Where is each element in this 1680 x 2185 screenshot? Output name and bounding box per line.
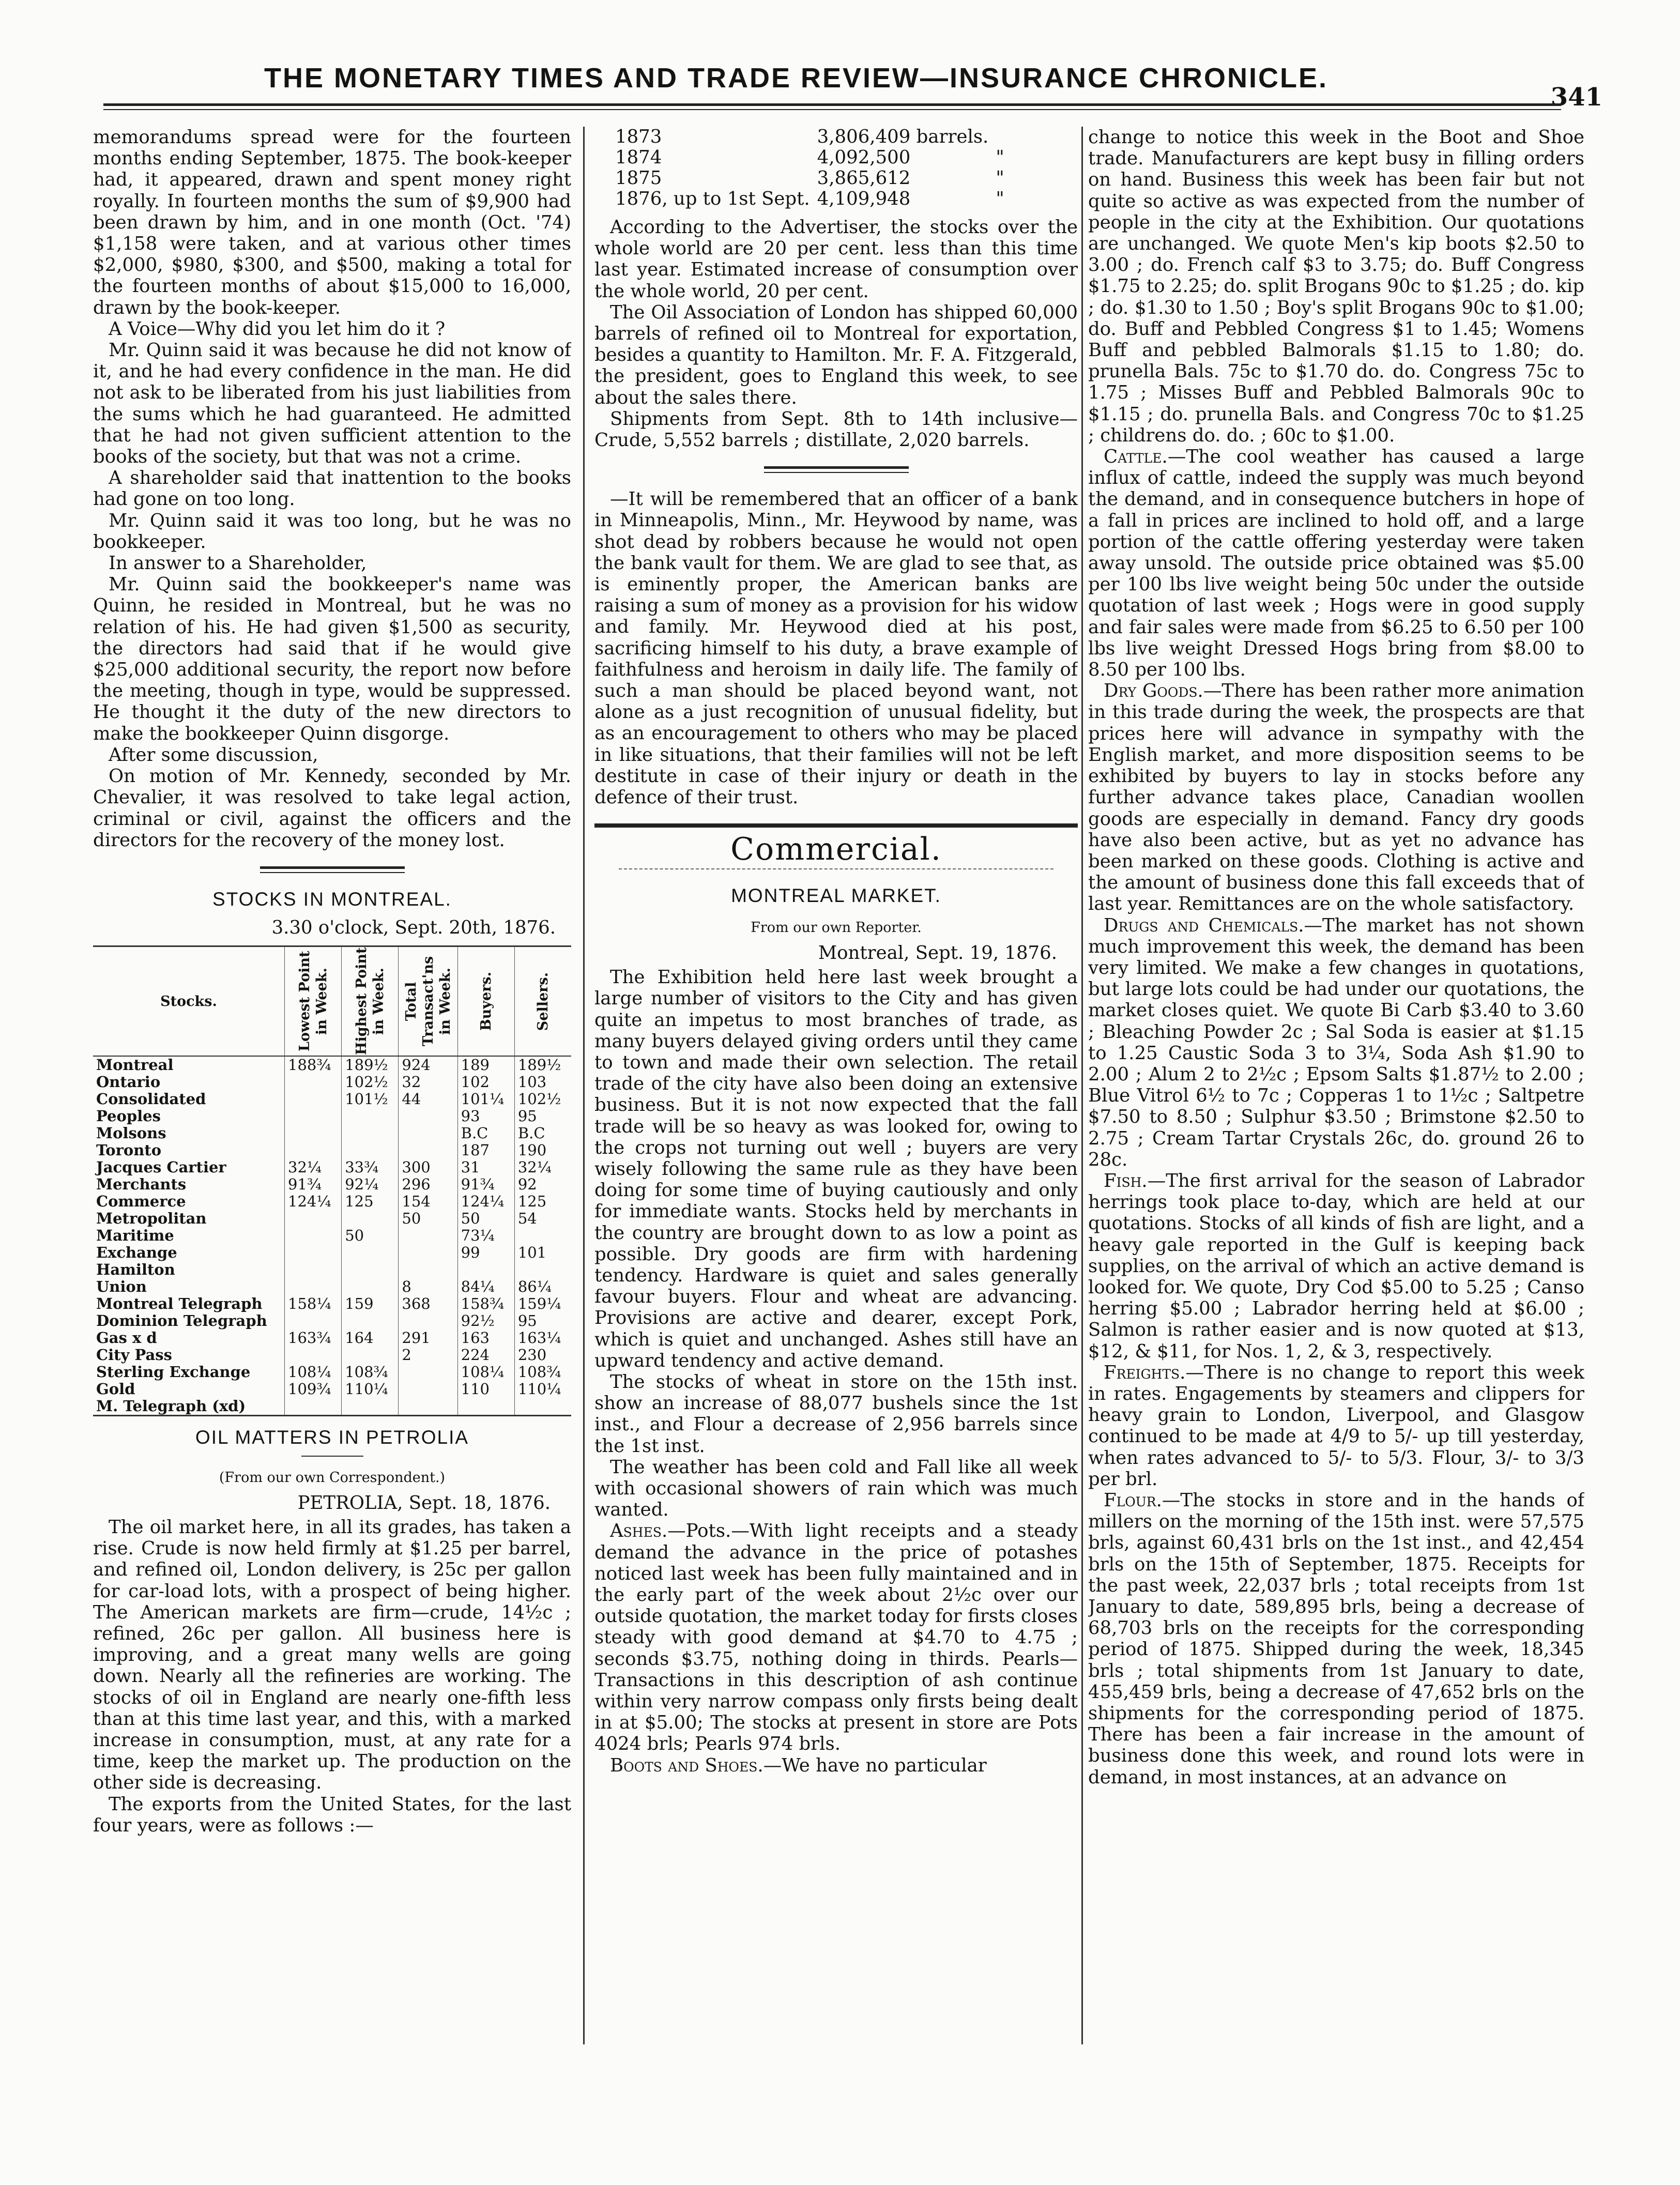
paragraph: The Exhibition held here last week brought a large number of visitors to the City and has given quite an impetus to most branches of trade, as many buyers delayed giving orders until they came to town and made their own selection. The retail trade of the city have also been doing an extensive business. But it is not now expected that the fall trade will be so heavy as was looked for, owing to the crops not turning out well ; buyers are very wisely following the same rule as they have been doing for some time of buying cautiously and only for immediate wants. Stocks held by merchants in the country are brought down to as low a point as possible. Dry goods are firm with hardening tendency. Hardware is quiet and sales generally favour buyers. Flour and wheat are advancing. Provisions are active and dearer, except Pork, which is quiet and unchanged. Ashes still have an upward tendency and active demand. xyxy=(594,967,1078,1371)
stock-value-cell: 92¼ xyxy=(342,1176,399,1193)
table-row xyxy=(93,1261,571,1278)
paragraph: Ashes.—Pots.—With light receipts and a steady demand the advance in the price of potashes noticed last week has been fully maintained and in the early part of the week about 2½c over our outside quotation, the market today for firsts closes steady with good demand at $4.70 to 4.75 ; seconds $3.75, nothing doing in thirds. Pearls—Transactions in this description of ash continue within very narrow compass only firsts being dealt in at $5.00; The stocks at present in store are Pots 4024 brls; Pearls 974 brls. xyxy=(594,1520,1078,1755)
table-row xyxy=(93,1244,571,1261)
stock-value-cell: 8 xyxy=(399,1278,457,1295)
stock-value-cell: 95 xyxy=(514,1108,571,1125)
section-label: Dry Goods. xyxy=(1104,680,1203,702)
table-row xyxy=(93,1227,571,1244)
table-row xyxy=(93,1295,571,1312)
stock-value-cell: 110 xyxy=(457,1381,514,1398)
exports-table xyxy=(615,127,1012,209)
stocks-table-body xyxy=(93,1056,571,1416)
page-number: 341 xyxy=(1550,83,1602,112)
paragraph: Boots and Shoes.—We have no particular xyxy=(610,1754,987,1776)
stock-value-cell xyxy=(342,1125,399,1142)
stock-name-cell: Molsons xyxy=(96,1124,166,1142)
stock-value-cell: 109¾ xyxy=(285,1381,342,1398)
stock-value-cell: 32¼ xyxy=(514,1159,571,1176)
stock-value-cell: 159 xyxy=(342,1295,399,1312)
table-row xyxy=(93,1056,571,1074)
stock-value-cell: 101½ xyxy=(342,1091,399,1108)
stock-value-cell: 224 xyxy=(457,1347,514,1364)
oil-source: (From our own Correspondent.) xyxy=(219,1469,446,1486)
stock-name-cell: Toronto xyxy=(96,1141,162,1159)
commercial-heading: Commercial. xyxy=(730,831,942,868)
stock-name-cell: Gold xyxy=(96,1380,135,1398)
stock-name-cell: Consolidated xyxy=(96,1090,206,1108)
stock-value-cell xyxy=(342,1142,399,1159)
stock-value-cell: 102 xyxy=(457,1074,514,1091)
stock-value-cell: 31 xyxy=(457,1159,514,1176)
stock-value-cell: 73¼ xyxy=(457,1227,514,1244)
stock-name-cell: Exchange xyxy=(96,1244,177,1262)
short-rule xyxy=(301,1456,363,1457)
header-rule xyxy=(103,103,1561,110)
market-dateline: Montreal, Sept. 19, 1876. xyxy=(818,942,1057,964)
stock-value-cell: 189½ xyxy=(514,1056,571,1074)
table-row xyxy=(93,1074,571,1091)
stock-value-cell xyxy=(342,1261,399,1278)
section-rule xyxy=(260,866,405,873)
oil-dateline: PETROLIA, Sept. 18, 1876. xyxy=(297,1492,551,1514)
stock-value-cell: 296 xyxy=(399,1176,457,1193)
stock-value-cell: 50 xyxy=(342,1227,399,1244)
stock-value-cell: 189½ xyxy=(342,1056,399,1074)
stock-value-cell: 50 xyxy=(457,1210,514,1227)
stock-name-cell: Gas x d xyxy=(96,1329,157,1347)
paragraph: change to notice this week in the Boot and Shoe trade. Manufacturers are kept busy in filling orders on hand. Business this week has been fair but not quite so active as was expected from the number of people in the city at the Exhibition. Our quotations are unchanged. We quote Men's kip boots $2.50 to 3.00 ; do. French calf $3 to 3.75; do. Buff Congress $1.75 to 2.25; do. split Brogans 90c to $1.25 ; do. kip ; do. $1.30 to 1.50 ; Boy's split Brogans 90c to $1.00; do. Buff and Pebbled Congress $1 to 1.45; Womens Buff and pebbled Balmorals $1.15 to 1.80; do. prunella Bals. 75c to $1.70 do. do. Congress 75c to 1.75 ; Misses Buff and Pebbled Balmorals 90c to $1.15 ; do. prunella Bals. and Congress 70c to $1.25 ; childrens do. do. ; 60c to $1.00. xyxy=(1088,127,1584,446)
column-3 xyxy=(1088,127,1584,2044)
stock-value-cell xyxy=(342,1312,399,1330)
stock-value-cell: 2 xyxy=(399,1347,457,1364)
paragraph: Freights.—There is no change to report this week in rates. Engagements by steamers and clippers for heavy grain to London, Liverpool, and Glasgow continued to be made at 4/9 to 5/- up till yesterday, when rates advanced to 5/- to 5/3. Flour, 3/- to 3/3 per brl. xyxy=(1088,1362,1584,1490)
stock-value-cell: 54 xyxy=(514,1210,571,1227)
section-rule xyxy=(764,466,909,473)
paragraph: Cattle.—The cool weather has caused a large influx of cattle, indeed the supply was much beyond the demand, and in consequence butchers in hope of a fall in prices are inclined to hold off, and a large portion of the cattle offering yesterday were taken away unsold. The outside price obtained was $5.00 per 100 lbs live weight being 50c under the outside quotation of last week ; Hogs were in good supply and fair sales were made from $6.25 to 6.50 per 100 lbs live weight Dressed Hogs bring from $8.00 to 8.50 per 100 lbs. xyxy=(1088,446,1584,681)
stock-name-cell: Dominion Telegraph xyxy=(96,1312,267,1330)
stocks-header-cell: Highest Point in Week. xyxy=(342,946,399,1057)
section-label: Freights. xyxy=(1104,1362,1186,1383)
stock-value-cell xyxy=(342,1398,399,1416)
stock-value-cell: 103 xyxy=(514,1074,571,1091)
stock-value-cell: 159¼ xyxy=(514,1295,571,1312)
column-2 xyxy=(594,127,1078,2044)
stock-value-cell: 101 xyxy=(514,1244,571,1261)
table-row xyxy=(93,1108,571,1125)
stock-value-cell: 108¾ xyxy=(514,1364,571,1381)
paragraph: A Voice—Why did you let him do it ? xyxy=(109,318,446,340)
stock-name-cell: City Pass xyxy=(96,1346,172,1364)
stock-value-cell xyxy=(285,1210,342,1227)
stock-name-cell: Ontario xyxy=(96,1073,161,1091)
stock-name-cell: Metropolitan xyxy=(96,1210,207,1228)
stock-value-cell: 164 xyxy=(342,1330,399,1347)
table-row xyxy=(93,1210,571,1227)
paragraph: Drugs and Chemicals.—The market has not shown much improvement this week, the demand has been very limited. We make a few changes in quotations, but large lots could be had under our quotations, the market closes quiet. We quote Bi Carb $3.40 to 3.60 ; Bleaching Powder 2c ; Sal Soda is easier at $1.15 to 1.25 Caustic Soda 3 to 3¼, Soda Ash $1.90 to 2.00 ; Alum 2 to 2½c ; Epsom Salts $1.87½ to 2.00 ; Blue Vitrol 6½ to 7c ; Copperas 1 to 1½c ; Saltpetre $7.50 to 8.50 ; Sulphur $3.50 ; Brimstone $2.50 to 2.75 ; Cream Tartar Crystals 26c, do. ground 26 to 28c. xyxy=(1088,914,1584,1170)
stock-value-cell: 32 xyxy=(399,1074,457,1091)
stock-value-cell: 91¾ xyxy=(457,1176,514,1193)
stock-name-cell: Hamilton xyxy=(96,1261,175,1279)
stock-value-cell: 110¼ xyxy=(342,1381,399,1398)
stock-name-cell: Montreal xyxy=(96,1056,174,1074)
column-divider xyxy=(583,127,585,2044)
section-rule xyxy=(594,823,1078,828)
stock-value-cell: 108¾ xyxy=(342,1364,399,1381)
stocks-header-cell: Lowest Point in Week. xyxy=(285,946,342,1057)
stock-value-cell: 163 xyxy=(457,1330,514,1347)
stocks-header-cell: Stocks. xyxy=(93,946,285,1057)
paragraph: Mr. Quinn said the bookkeeper's name was Quinn, he resided in Montreal, but he was no relation of his. He had given $1,500 as security, the directors had said that if he would give $25,000 additional security, the report now before the meeting, though in type, would be suppressed. He thought it the duty of the new directors to make the bookkeeper Quinn disgorge. xyxy=(93,574,571,744)
stock-value-cell xyxy=(399,1312,457,1330)
table-row: 1876, up to 1st Sept. 4,109,948 " xyxy=(615,188,1004,209)
stock-value-cell xyxy=(285,1312,342,1330)
section-label: Boots and Shoes. xyxy=(610,1754,763,1776)
paragraph: Flour.—The stocks in store and in the hands of millers on the morning of the 15th inst. were 57,575 brls, against 60,431 brls on the 1st inst., and 42,454 brls on the 15th of September, 1875. Receipts for the past week, 22,037 brls ; total receipts from 1st January to date, 589,895 brls, being a decrease of 68,703 brls on the receipts for the corresponding period of 1875. Shipped during the week, 18,345 brls ; total shipments from 1st January to date, 455,459 brls, being a decrease of 47,652 brls on the shipments for the corresponding period of 1875. There has been a fair increase in the amount of business done this week, and round lots were in demand, in most instances, at an advance on xyxy=(1088,1490,1584,1788)
table-row xyxy=(93,1142,571,1159)
stock-value-cell: 190 xyxy=(514,1142,571,1159)
stock-name-cell: Maritime xyxy=(96,1227,174,1245)
section-label: Cattle. xyxy=(1104,446,1168,468)
stock-value-cell: 188¾ xyxy=(285,1056,342,1074)
stock-value-cell xyxy=(285,1278,342,1295)
stock-value-cell xyxy=(285,1142,342,1159)
stock-value-cell: 92½ xyxy=(457,1312,514,1330)
paragraph: Mr. Quinn said it was too long, but he was no bookkeeper. xyxy=(93,510,571,553)
stock-value-cell xyxy=(457,1261,514,1278)
stock-value-cell xyxy=(285,1398,342,1416)
stock-value-cell xyxy=(399,1381,457,1398)
stock-value-cell xyxy=(285,1347,342,1364)
stock-name-cell: Sterling Exchange xyxy=(96,1363,251,1381)
stock-value-cell xyxy=(342,1244,399,1261)
table-row xyxy=(93,1159,571,1176)
table-row xyxy=(93,1381,571,1398)
table-row: 1875 3,865,612 " xyxy=(615,167,1004,189)
stock-value-cell: 124¼ xyxy=(285,1193,342,1210)
table-row xyxy=(93,1347,571,1364)
dashed-rule xyxy=(619,868,1054,869)
oil-heading: OIL MATTERS IN PETROLIA xyxy=(195,1427,469,1448)
stock-value-cell: 187 xyxy=(457,1142,514,1159)
stock-value-cell: 158¼ xyxy=(285,1295,342,1312)
stock-value-cell xyxy=(399,1108,457,1125)
stock-value-cell: 163¼ xyxy=(514,1330,571,1347)
stock-value-cell: 125 xyxy=(514,1193,571,1210)
stock-value-cell: B.C xyxy=(514,1125,571,1142)
stock-value-cell: 95 xyxy=(514,1312,571,1330)
stock-name-cell: Commerce xyxy=(96,1193,186,1211)
stock-value-cell xyxy=(514,1261,571,1278)
column-1 xyxy=(93,127,571,2044)
stock-name-cell: Jacques Cartier xyxy=(96,1158,226,1176)
stocks-table xyxy=(93,945,571,1416)
stock-value-cell xyxy=(285,1125,342,1142)
stock-value-cell xyxy=(457,1398,514,1416)
paragraph: On motion of Mr. Kennedy, seconded by Mr. Chevalier, it was resolved to take legal action, criminal or civil, against the officers and the directors for the recovery of the money lost. xyxy=(93,766,571,851)
stock-value-cell: 91¾ xyxy=(285,1176,342,1193)
paragraph: Mr. Quinn said it was because he did not know of it, and he had every confidence in the man. He did not ask to be liberated from his just liabilities from the sums which he had guaranteed. He admitted that he had not given sufficient attention to the books of the society, but that was not a crime. xyxy=(93,340,571,468)
stock-value-cell: 110¼ xyxy=(514,1381,571,1398)
page-header xyxy=(93,62,1602,119)
paragraph: —It will be remembered that an officer of a bank in Minneapolis, Minn., Mr. Heywood by name, was shot dead by robbers because he would not open the bank vault for them. We are glad to see that, as is eminently proper, the American banks are raising a sum of money as a provision for his widow and family. Mr. Heywood died at his post, sacrificing himself to his duty, a brave example of faithfulness and heroism in daily life. The family of such a man should be placed beyond want, not alone as a just recognition of unusual fidelity, but as an encouragement to others who may be placed in like situations, that their families will not be left destitute in case of their injury or death in the defence of their trust. xyxy=(594,488,1078,808)
stocks-header-cell: Total Transact'ns in Week. xyxy=(399,946,457,1057)
stock-value-cell xyxy=(399,1364,457,1381)
stock-value-cell xyxy=(399,1125,457,1142)
stock-value-cell xyxy=(285,1108,342,1125)
stock-value-cell: 92 xyxy=(514,1176,571,1193)
stock-value-cell xyxy=(342,1210,399,1227)
stock-value-cell: 108¼ xyxy=(457,1364,514,1381)
stock-name-cell: M. Telegraph (xd) xyxy=(96,1397,246,1415)
stock-value-cell xyxy=(285,1227,342,1244)
stock-value-cell: 102½ xyxy=(514,1091,571,1108)
paragraph: memorandums spread were for the fourteen months ending September, 1875. The book-keeper had, it appeared, drawn and spent money right royally. In fourteen months the sum of $9,900 had been drawn by him, and in one month (Oct. '74) $1,158 were taken, and at various other times $2,000, $980, $300, and $500, making a total for the fourteen months of about $15,000 to 16,000, drawn by the book-keeper. xyxy=(93,127,571,318)
table-row xyxy=(93,1125,571,1142)
market-heading: MONTREAL MARKET. xyxy=(731,885,941,907)
stock-value-cell: 93 xyxy=(457,1108,514,1125)
stock-value-cell xyxy=(399,1142,457,1159)
stock-value-cell: 33¾ xyxy=(342,1159,399,1176)
table-row: 1874 4,092,500 " xyxy=(615,147,1004,168)
stock-value-cell: B.C xyxy=(457,1125,514,1142)
stock-value-cell: 291 xyxy=(399,1330,457,1347)
stocks-subhead: 3.30 o'clock, Sept. 20th, 1876. xyxy=(271,917,556,939)
paragraph: The stocks of wheat in store on the 15th inst. show an increase of 88,077 bushels since the 1st inst., and Flour a decrease of 2,956 barrels since the 1st inst. xyxy=(594,1371,1078,1457)
paragraph: The exports from the United States, for the last four years, were as follows :— xyxy=(93,1793,571,1836)
stock-value-cell: 163¾ xyxy=(285,1330,342,1347)
section-label: Flour. xyxy=(1104,1490,1162,1511)
stock-value-cell: 154 xyxy=(399,1193,457,1210)
stock-value-cell: 99 xyxy=(457,1244,514,1261)
reporter-credit: From our own Reporter. xyxy=(751,919,922,936)
paragraph: According to the Advertiser, the stocks over the whole world are 20 per cent. less than this time last year. Estimated increase of consumption over the whole world, 20 per cent. xyxy=(594,217,1078,302)
stock-value-cell xyxy=(514,1398,571,1416)
stock-value-cell xyxy=(342,1108,399,1125)
paragraph: Fish.—The first arrival for the season of Labrador herrings took place to-day, which are held at our quotations. Stocks of all kinds of fish are light, and a heavy gale reported in the Gulf is keeping back supplies, on the arrival of which an active demand is looked for. We quote, Dry Cod $5.00 to 5.25 ; Canso herring $5.00 ; Labrador herring held at $6.00 ; Salmon is rather easier and is now quoted at $13, $12, & $11, for Nos. 1, 2, & 3, respectively. xyxy=(1088,1170,1584,1362)
table-row xyxy=(93,1312,571,1330)
paragraph: The oil market here, in all its grades, has taken a rise. Crude is now held firmly at $1.25 per barrel, and refined oil, London delivery, is 25c per gallon for car-load lots, with a prospect of being higher. The American markets are firm—crude, 14½c ; refined, 26c per gallon. All business here is improving, and a great many wells are going down. Nearly all the refineries are working. The stocks of oil in England are nearly one-fifth less than at this time last year, and this, with a marked increase in consumption, must, at any rate for a time, keep the market up. The production on the other side is decreasing. xyxy=(93,1516,571,1794)
stock-name-cell: Union xyxy=(96,1278,147,1296)
stock-value-cell xyxy=(285,1244,342,1261)
stock-value-cell: 125 xyxy=(342,1193,399,1210)
stock-value-cell: 368 xyxy=(399,1295,457,1312)
stock-value-cell xyxy=(399,1244,457,1261)
stock-value-cell: 101¼ xyxy=(457,1091,514,1108)
column-divider xyxy=(1081,127,1083,2044)
table-row xyxy=(93,1330,571,1347)
stock-value-cell: 102½ xyxy=(342,1074,399,1091)
stock-value-cell: 44 xyxy=(399,1091,457,1108)
stock-value-cell: 108¼ xyxy=(285,1364,342,1381)
paragraph: In answer to a Shareholder, xyxy=(109,553,367,574)
masthead: THE MONETARY TIMES AND TRADE REVIEW—INSURANCE CHRONICLE. xyxy=(264,63,1328,94)
stocks-heading: STOCKS IN MONTREAL. xyxy=(212,888,452,910)
table-row xyxy=(93,1364,571,1381)
stock-name-cell: Merchants xyxy=(96,1175,187,1194)
paragraph: After some discussion, xyxy=(109,744,318,766)
stock-value-cell: 924 xyxy=(399,1056,457,1074)
table-row xyxy=(93,1278,571,1295)
stock-value-cell: 32¼ xyxy=(285,1159,342,1176)
paragraph: A shareholder said that inattention to the books had gone on too long. xyxy=(93,467,571,510)
stock-value-cell: 158¾ xyxy=(457,1295,514,1312)
stock-value-cell xyxy=(285,1091,342,1108)
stocks-header-cell: Buyers. xyxy=(457,946,514,1057)
stock-value-cell xyxy=(342,1278,399,1295)
paragraph: The Oil Association of London has shipped 60,000 barrels of refined oil to Montreal for exportation, besides a quantity to Hamilton. Mr. F. A. Fitzgerald, the president, goes to England this week, to see about the sales there. xyxy=(594,301,1078,408)
stock-value-cell: 84¼ xyxy=(457,1278,514,1295)
stock-value-cell: 86¼ xyxy=(514,1278,571,1295)
stock-value-cell xyxy=(514,1227,571,1244)
paragraph: Shipments from Sept. 8th to 14th inclusive—Crude, 5,552 barrels ; distillate, 2,020 barrels. xyxy=(594,408,1078,451)
stock-value-cell xyxy=(399,1227,457,1244)
section-label: Ashes. xyxy=(610,1520,668,1542)
paragraph: The weather has been cold and Fall like all week with occasional showers of rain which was much wanted. xyxy=(594,1456,1078,1521)
stock-value-cell: 189 xyxy=(457,1056,514,1074)
stock-value-cell xyxy=(285,1261,342,1278)
table-row: 1873 3,806,409 barrels. xyxy=(615,127,989,147)
stock-value-cell xyxy=(399,1261,457,1278)
paragraph: Dry Goods.—There has been rather more animation in this trade during the week, the prospects are that prices here will advance in sympathy with the English market, and more disposition seems to be exhibited by buyers to lay in stocks before any further advance takes place, Canadian woollen goods are especially in demand. Fancy dry goods have also been active, but as yet no advance has been marked on these goods. Clothing is active and the amount of business done this fall exceeds that of last year. Remittances are on the whole satisfactory. xyxy=(1088,680,1584,915)
table-row xyxy=(93,1091,571,1108)
stock-value-cell xyxy=(399,1398,457,1416)
stock-value-cell: 300 xyxy=(399,1159,457,1176)
stock-value-cell xyxy=(342,1347,399,1364)
stock-value-cell xyxy=(285,1074,342,1091)
table-row xyxy=(93,1193,571,1210)
stock-name-cell: Peoples xyxy=(96,1107,161,1125)
section-label: Drugs and Chemicals. xyxy=(1104,914,1304,936)
stock-value-cell: 124¼ xyxy=(457,1193,514,1210)
stocks-header-cell: Sellers. xyxy=(514,946,571,1057)
stock-value-cell: 230 xyxy=(514,1347,571,1364)
section-label: Fish. xyxy=(1104,1170,1148,1191)
stock-value-cell: 50 xyxy=(399,1210,457,1227)
stock-name-cell: Montreal Telegraph xyxy=(96,1295,263,1313)
table-row xyxy=(93,1176,571,1193)
table-row xyxy=(93,1398,571,1416)
